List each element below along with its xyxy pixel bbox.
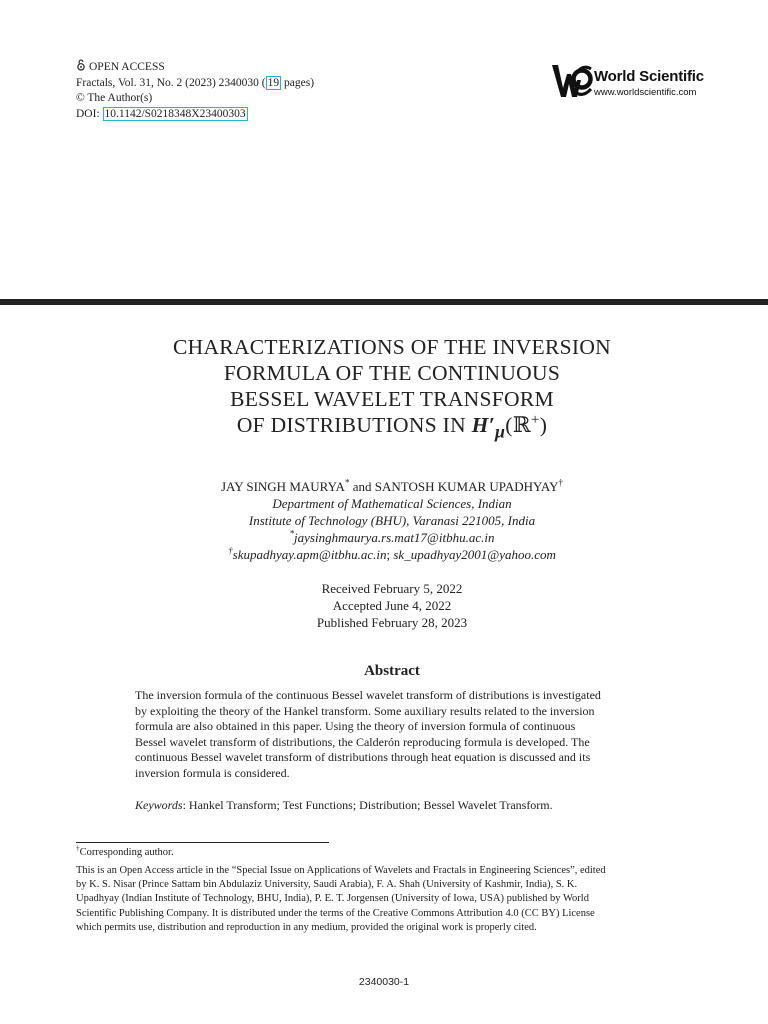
- abstract-line: continuous Bessel wavelet transform of distributions through heat equation is discussed and its: [135, 750, 591, 765]
- open-access-label: OPEN ACCESS: [89, 61, 165, 73]
- publisher-logo[interactable]: [551, 62, 711, 102]
- publication-dates: [80, 580, 704, 631]
- author-email-1[interactable]: jaysinghmaurya.rs.mat17@itbhu.ac.in: [294, 530, 495, 545]
- received-date: Received February 5, 2022: [321, 581, 463, 596]
- article-title: [80, 334, 704, 444]
- keywords: [135, 797, 651, 813]
- author-block: [80, 478, 704, 563]
- publisher-url: www.worldscientific.com: [594, 87, 697, 98]
- published-date: Published February 28, 2023: [316, 615, 468, 630]
- title-line-1: CHARACTERIZATIONS OF THE INVERSION: [172, 335, 612, 359]
- publisher-name: World Scientific: [594, 68, 704, 85]
- title-math-symbol: $H'_\mu$: [471, 413, 506, 442]
- doi-link[interactable]: 10.1142/S0218348X23400303: [104, 107, 246, 120]
- abstract-line: The inversion formula of the continuous Bessel wavelet transform of distributions is investigated: [135, 688, 601, 702]
- article-meta: [76, 59, 314, 122]
- license-line: This is an Open Access article in the “Special Issue on Applications of Wavelets and Fractals in Engineering Sciences”, edited: [76, 865, 606, 876]
- title-line-3: BESSEL WAVELET TRANSFORM: [230, 387, 554, 411]
- license-line: which permits use, distribution and reproduction in any medium, provided the original work is properly cited.: [76, 921, 537, 933]
- affiliation-line-1: Department of Mathematical Sciences, Indian: [272, 496, 512, 511]
- author-email-2[interactable]: skupadhyay.apm@itbhu.ac.in: [232, 547, 387, 562]
- abstract-line: Bessel wavelet transform of distributions, the Calderón reproducing formula is developed. The: [135, 734, 590, 749]
- license-note: [76, 864, 708, 935]
- abstract-line: inversion formula is considered.: [135, 765, 290, 780]
- license-line: Scientific Publishing Company. It is distributed under the terms of the Creative Commons Attribution 4.0 (CC BY) License: [76, 907, 595, 919]
- accepted-date: Accepted June 4, 2022: [332, 598, 452, 613]
- abstract-text: [135, 688, 651, 782]
- author-email-3[interactable]: sk_upadhyay2001@yahoo.com: [393, 547, 556, 562]
- license-line: by K. S. Nisar (Prince Sattam bin Abdulaziz University, Saudi Arabia), F. A. Shah (University of Kashmir, India), S. K.: [76, 879, 578, 891]
- affiliation-line-2: Institute of Technology (BHU), Varanasi 221005, India: [248, 513, 536, 528]
- email-row-1: *jaysinghmaurya.rs.mat17@itbhu.ac.in: [289, 528, 495, 545]
- keywords-text: : Hankel Transform; Test Functions; Distribution; Bessel Wavelet Transform.: [182, 798, 553, 812]
- license-line: Upadhyay (Indian Institute of Technology, BHU, India), P. E. T. Jorgensen (University of Iowa, USA) published by World: [76, 893, 589, 905]
- author-names: JAY SINGH MAURYA* and SANTOSH KUMAR UPADHYAY†: [220, 477, 564, 494]
- abstract-line: formula are also obtained in this paper. Using the theory of inversion formula of continuous: [135, 719, 576, 734]
- email-row-2: †skupadhyay.apm@itbhu.ac.in; sk_upadhyay2001@yahoo.com: [228, 545, 556, 562]
- title-line-4: OF DISTRIBUTIONS IN $H'_\mu(ℝ^+)$: [236, 411, 548, 442]
- page-count-link[interactable]: 19: [267, 76, 280, 89]
- journal-citation: Fractals, Vol. 31, No. 2 (2023) 2340030 ( 19 pages): [76, 76, 315, 89]
- world-scientific-logo-icon: [551, 62, 593, 100]
- open-access-row: [76, 59, 314, 76]
- corresponding-author-note: †Corresponding author.: [76, 843, 174, 858]
- open-access-lock-icon: [76, 59, 86, 71]
- keywords-label: Keywords: [135, 798, 183, 812]
- abstract-heading: Abstract: [364, 663, 420, 679]
- header-divider: [0, 299, 768, 305]
- copyright: © The Author(s): [76, 92, 153, 104]
- title-line-2: FORMULA OF THE CONTINUOUS: [223, 361, 561, 385]
- footnote-divider: [76, 842, 329, 843]
- abstract-line: by exploiting the theory of the Hankel transform. Some auxiliary results related to the inversion: [135, 703, 595, 718]
- page-number: 2340030-1: [358, 976, 410, 988]
- doi-row: DOI: 10.1142/S0218348X23400303: [76, 107, 246, 120]
